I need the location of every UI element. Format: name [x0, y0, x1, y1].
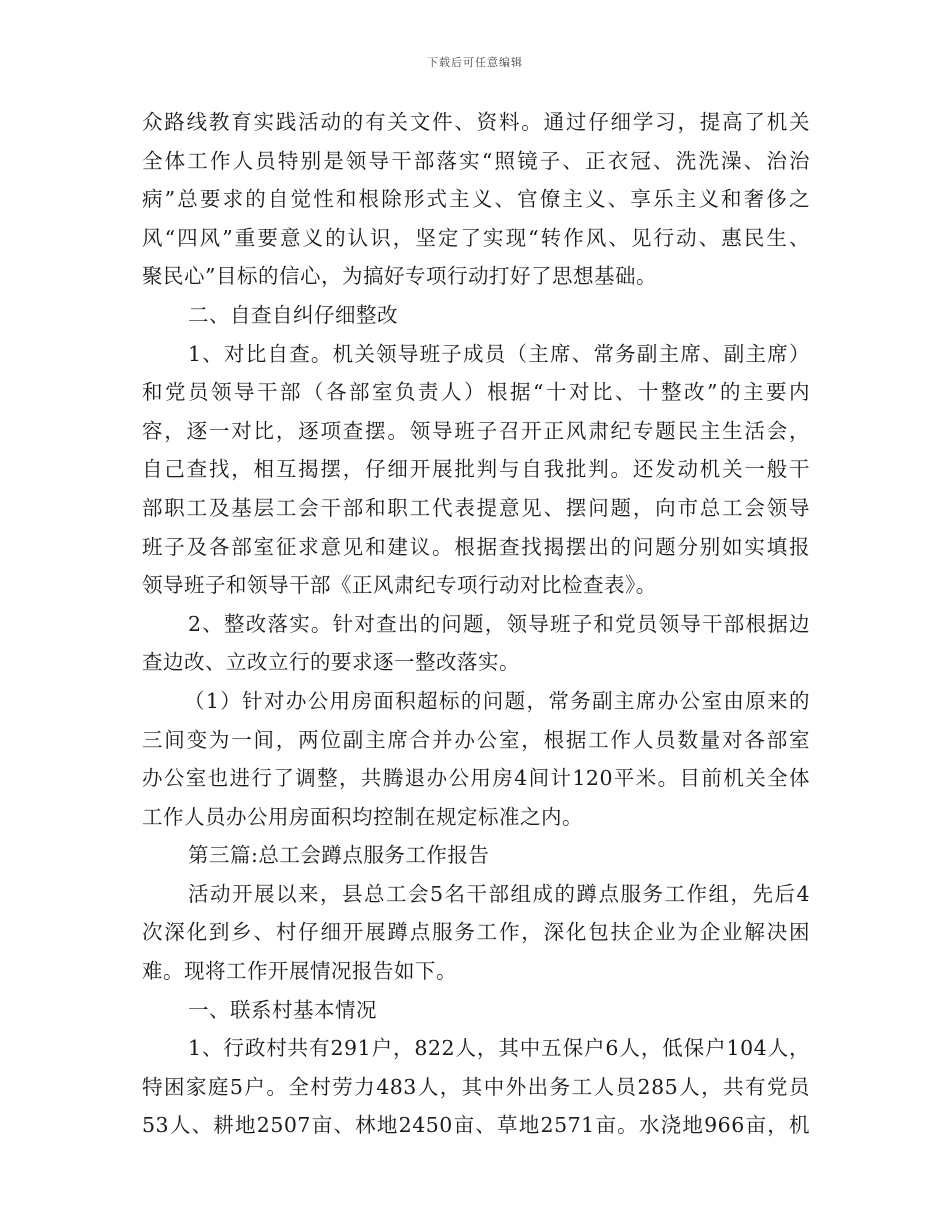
body-line: 众路线教育实践活动的有关文件、资料。通过仔细学习，提高了机关	[142, 110, 810, 134]
body-line: 难。现将工作开展情况报告如下。	[142, 959, 457, 984]
body-line: 病”总要求的自觉性和根除形式主义、官僚主义、享乐主义和奢侈之	[142, 187, 810, 212]
section-heading: 一、联系村基本情况	[188, 997, 377, 1022]
body-line: 2、整改落实。针对查出的问题，领导班子和党员领导干部根据边	[188, 611, 810, 636]
document-body	[142, 103, 810, 1145]
body-line: 班子及各部室征求意见和建议。根据查找揭摆出的问题分别如实填报	[142, 534, 810, 559]
body-line: 1、行政村共有291户，822人，其中五保户6人，低保户104人，	[188, 1036, 810, 1061]
body-line: 查边改、立改立行的要求逐一整改落实。	[142, 650, 520, 675]
body-line: 53人、耕地2507亩、林地2450亩、草地2571亩。水浇地966亩，机	[142, 1113, 810, 1138]
section-heading: 二、自查自纠仔细整改	[188, 302, 398, 327]
body-line: 特困家庭5户。全村劳力483人，其中外出务工人员285人，共有党员	[142, 1074, 810, 1099]
body-line: 聚民心”目标的信心，为搞好专项行动打好了思想基础。	[142, 264, 657, 289]
body-line: 办公室也进行了调整，共腾退办公用房4间计120平米。目前机关全体	[142, 766, 810, 791]
body-line: 活动开展以来，县总工会5名干部组成的蹲点服务工作组，先后4	[188, 881, 810, 906]
body-line: 三间变为一间，两位副主席合并办公室，根据工作人员数量对各部室	[142, 727, 810, 752]
body-line: 全体工作人员特别是领导干部落实“照镜子、正衣冠、洗洗澡、治治	[142, 148, 810, 173]
section-heading: 第三篇:总工会蹲点服务工作报告	[188, 843, 490, 868]
body-line: 1、对比自查。机关领导班子成员（主席、常务副主席、副主席）	[188, 341, 810, 366]
body-line: 容，逐一对比，逐项查摆。领导班子召开正风肃纪专题民主生活会，	[142, 418, 810, 443]
body-line: 风“四风”重要意义的认识，坚定了实现“转作风、见行动、惠民生、	[142, 225, 810, 250]
body-line: 自己查找，相互揭摆，仔细开展批判与自我批判。还发动机关一般干	[142, 457, 810, 482]
body-line: 次深化到乡、村仔细开展蹲点服务工作，深化包扶企业为企业解决困	[142, 920, 810, 945]
body-line: 工作人员办公用房面积均控制在规定标准之内。	[142, 804, 583, 829]
body-line: 部职工及基层工会干部和职工代表提意见、摆问题，向市总工会领导	[142, 495, 810, 520]
page-header: 下载后可任意编辑	[427, 56, 523, 69]
body-line: 领导班子和领导干部《正风肃纪专项行动对比检查表》。	[142, 573, 657, 598]
body-line: 和党员领导干部（各部室负责人）根据“十对比、十整改”的主要内	[142, 380, 810, 405]
body-line: （1）针对办公用房面积超标的问题，常务副主席办公室由原来的	[184, 688, 810, 713]
